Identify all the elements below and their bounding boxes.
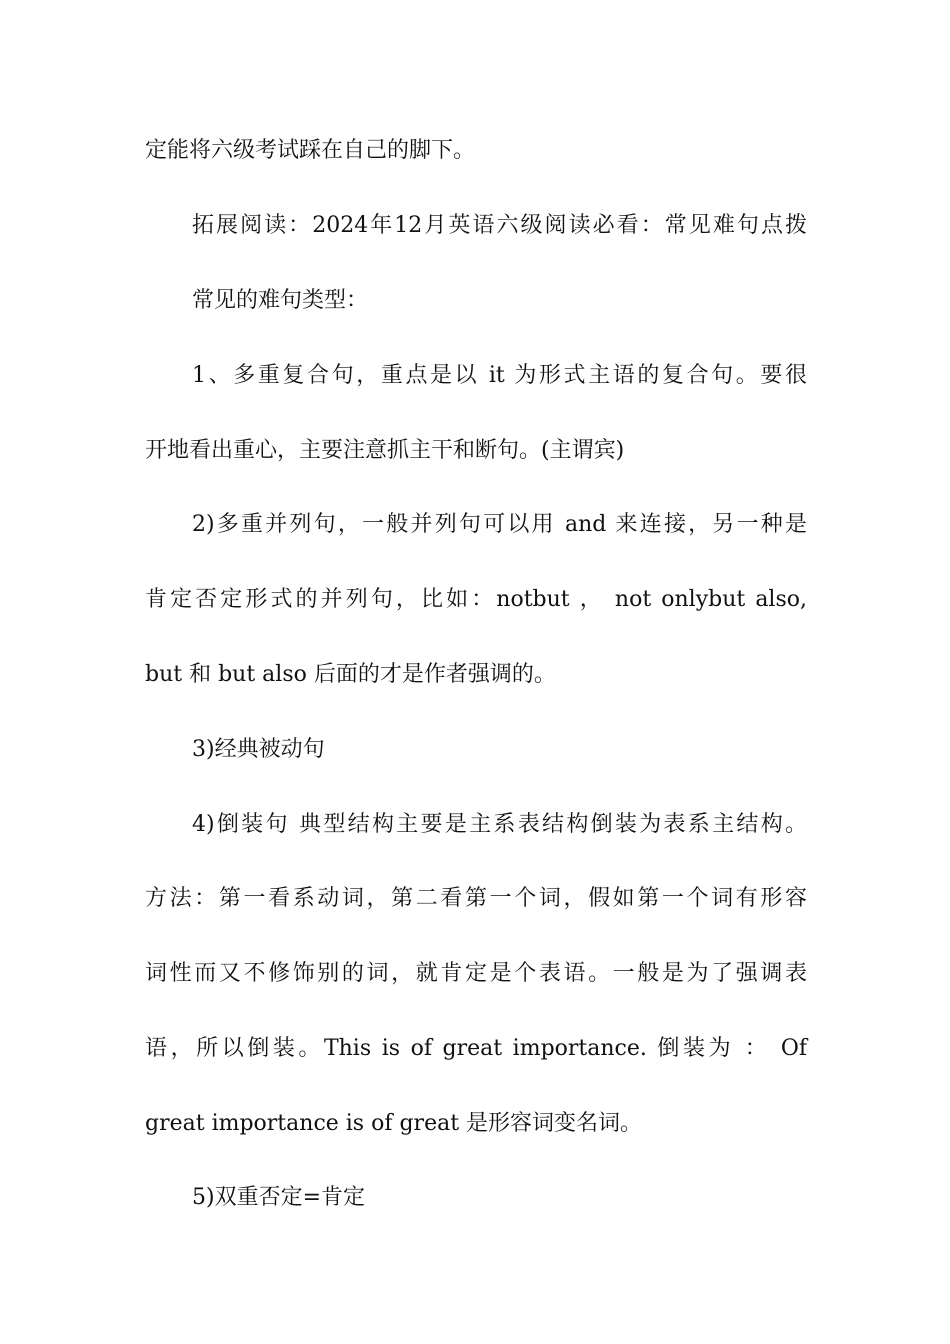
text-line-12: 词性而又不修饰别的词，就肯定是个表语。一般是为了强调表 <box>145 961 807 986</box>
text-line-9: 3)经典被动句 <box>192 737 325 762</box>
text-line-4: 1、多重复合句，重点是以 it 为形式主语的复合句。要很 <box>192 363 807 388</box>
text-line-13: 语，所以倒装。This is of great importance. 倒装为 ： Of <box>145 1036 807 1061</box>
text-line-7: 肯定否定形式的并列句，比如：notbut ， not onlybut also, <box>145 587 807 612</box>
text-line-2: 拓展阅读：2024年12月英语六级阅读必看：常见难句点拨 <box>192 213 807 238</box>
text-line-10: 4)倒装句 典型结构主要是主系表结构倒装为表系主结构。 <box>192 812 807 837</box>
text-line-14: great importance is of great 是形容词变名词。 <box>145 1111 643 1136</box>
text-line-1: 定能将六级考试踩在自己的脚下。 <box>145 138 476 163</box>
text-line-8: but 和 but also 后面的才是作者强调的。 <box>145 662 556 687</box>
text-line-3: 常见的难句类型： <box>192 288 369 313</box>
text-line-11: 方法：第一看系动词，第二看第一个词，假如第一个词有形容 <box>145 886 807 911</box>
text-line-6: 2)多重并列句，一般并列句可以用 and 来连接，另一种是 <box>192 512 807 537</box>
text-line-5: 开地看出重心，主要注意抓主干和断句。(主谓宾) <box>145 438 625 463</box>
text-line-15: 5)双重否定=肯定 <box>192 1185 366 1210</box>
